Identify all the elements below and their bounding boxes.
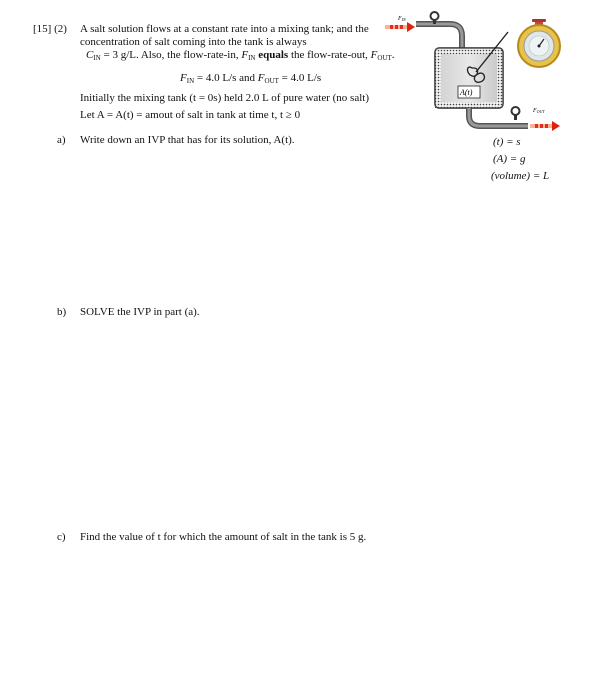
tank-icon (435, 48, 503, 108)
outflow-arrow-icon (530, 121, 560, 131)
part-b-label: b) (57, 306, 67, 318)
problem-line-1: A salt solution flows at a constant rate into a mixing tank; and the (80, 23, 369, 35)
flow-out-symbol: F (370, 49, 378, 61)
rate-out-symbol: F (257, 72, 265, 84)
problem-line-2: concentration of salt coming into the tank is always (80, 36, 307, 48)
mixing-tank-diagram (380, 10, 580, 135)
concentration-value: = 3 g/L. Also, the flow-rate-in, (100, 49, 242, 61)
unit-amount: (A) = g (493, 153, 526, 165)
line3-period: . (391, 49, 395, 61)
rate-in-symbol: F (180, 72, 187, 84)
inflow-label: FIN (398, 16, 406, 22)
rate-in-sub: IN (186, 77, 195, 85)
problem-line-3 (86, 49, 395, 62)
rate-out-sub: OUT (264, 77, 279, 85)
equals-bold: equals (255, 49, 291, 61)
stopwatch-icon (518, 19, 560, 67)
let-definition-text: Let A = A(t) = amout of salt in tank at time t, t ≥ 0 (80, 109, 301, 121)
rate-out-value: = 4.0 L/s (278, 72, 322, 84)
concentration-sub: IN (93, 54, 101, 62)
part-c-label: c) (57, 531, 66, 543)
flow-out-text: the flow-rate-out, (290, 49, 371, 61)
problem-points: [15] (2) (33, 23, 67, 35)
flow-out-sub: OUT (377, 54, 392, 62)
flow-in-sub: IN (248, 54, 256, 62)
outflow-valve-icon (512, 107, 520, 120)
flow-in-symbol: F (241, 49, 249, 61)
part-a-text: Write down an IVP that has for its solution, A(t). (80, 134, 295, 146)
unit-time: (t) = s (493, 136, 521, 148)
part-a-label: a) (57, 134, 66, 146)
concentration-symbol: C (86, 49, 94, 61)
outflow-label: FOUT (533, 108, 545, 114)
part-b-text: SOLVE the IVP in part (a). (80, 306, 200, 318)
part-c-text: Find the value of t for which the amount of salt in the tank is 5 g. (80, 531, 367, 543)
flow-rates-line (180, 72, 321, 85)
tank-label: A(t) (460, 88, 473, 97)
inflow-pipe (416, 24, 462, 48)
unit-volume: (volume) = L (491, 170, 550, 182)
inflow-arrow-icon (385, 22, 415, 32)
initial-condition-text: Initially the mixing tank (t = 0s) held 2.0 L of pure water (no salt) (80, 92, 369, 104)
rate-in-value: = 4.0 L/s and (194, 72, 258, 84)
